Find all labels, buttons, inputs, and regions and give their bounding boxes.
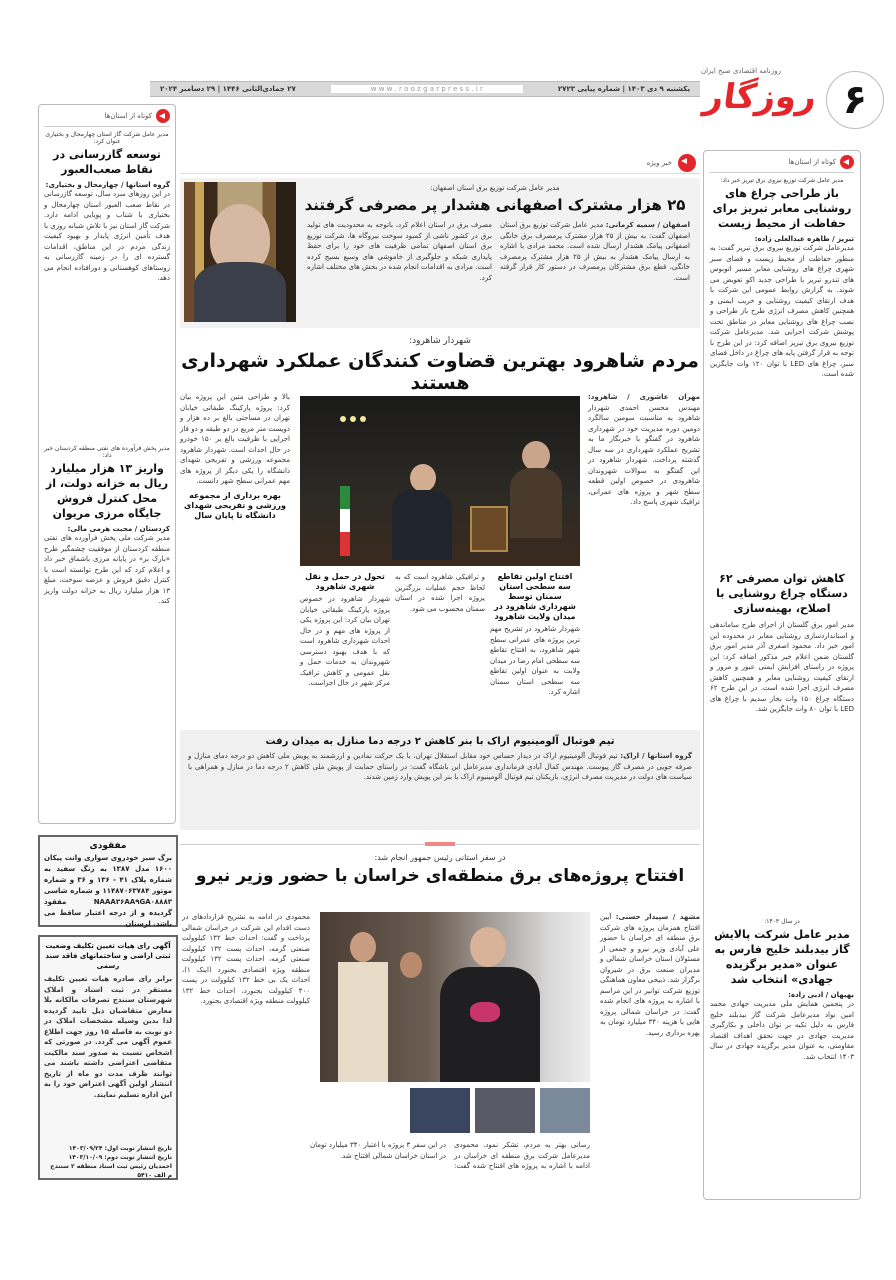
featured-kicker: مدیر عامل شرکت توزیع برق استان اصفهان: xyxy=(430,184,560,192)
story-kicker: مدیر پخش فرآورده های نفتی منطقه کردستان خبر داد: xyxy=(44,445,170,459)
featured-body-left: مصرف برق در استان اعلام کرد، باتوجه به محدودیت های تولید برق در کشور ناشی از کمبود سوخت نیروگاه ها، شرکت توزیع برق استان اصفهان تمامی ظرفیت های خود را برای حفظ پایداری شبکه و جلوگیری از خاموشی های وسیع بسیج کرده است. مرادی به اقدامات انجام شده در بخش های مختلف اشاره کرد. xyxy=(307,221,492,282)
story-byline: بهبهان / ادبی زاده: xyxy=(788,991,854,999)
story-kicker: مدیر عامل شرکت گاز استان چهارمحال و بختیاری عنوان کرد: xyxy=(45,131,169,145)
story-headline[interactable]: توسعه گازرسانی در نقاط صعب‌العبور xyxy=(53,148,161,176)
arak-story xyxy=(180,730,700,830)
page-number-badge: ۶ xyxy=(826,71,884,129)
left-column xyxy=(38,104,176,824)
hijri-gregorian-date: ۲۷ جمادی‌الثانی ۱۴۴۶ | ۲۹ دسامبر ۲۰۲۴ xyxy=(160,85,296,93)
khorasan-body-right: مشهد / سپیدار حسنی: آیین افتتاح همزمان پروژه های شرکت برق منطقه ای خراسان با حضور علی آبادی وزیر نیرو و جمعی از مسئولان استان خراسان شمالی و مدیران صنعت برق در شیروان برگزار شد. ذبیحی معاون هماهنگی توزیع شرکت توانیر در این مراسم با اشاره به پروژه های انجام شده گفت: در خراسان شمالی پروژه هایی با هزینه ۳۴۰ میلیارد تومان به بهره برداری رسید. xyxy=(600,913,700,1037)
featured-marker-icon xyxy=(678,154,696,172)
date-bar xyxy=(150,81,700,97)
website-url[interactable]: w w w . r o o z g a r p r e s s . i r xyxy=(331,85,523,93)
shahrood-col2: افتتاح اولین تقاطع سه سطحی استان سمنان توسط شهرداری شاهرود در میدان ولایت شاهرود شهردار شاهرود در تشریح مهم ترین پروژه های عمرانی سطح شهر شاهرود، به افتتاح تقاطع سه سطحی امام رضا در میدان ولایت به عنوان اولین تقاطع سه سطحی استان سمنان اشاره کرد. xyxy=(490,572,580,696)
story-headline[interactable]: کاهش توان مصرفی ۶۲ دستگاه چراغ روشنایی با اصلاح، بهینه‌سازی xyxy=(716,572,848,615)
event-photo-1 xyxy=(410,1088,470,1133)
story-headline[interactable]: واریز ۱۳ هزار میلیارد ریال به خزانه دولت، از محل کنترل فروش جایگاه مرزی مریوان xyxy=(45,462,169,520)
shahrood-kicker: شهردار شاهرود: xyxy=(409,336,471,346)
featured-header: خبر ویژه xyxy=(180,152,700,174)
arak-headline[interactable]: تیم فوتبال آلومینیوم اراک با بنر کاهش ۲ درجه دما منازل به میدان رفت xyxy=(265,736,615,747)
story-byline: تبریز / طاهره عبدالعلی زاده: xyxy=(754,235,854,243)
ribbon-cutting-photo xyxy=(320,912,590,1082)
story-kicker: در سال ۱۴۰۳: xyxy=(764,918,800,925)
story-kicker: مدیر عامل شرکت توزیع نیروی برق تبریز خبر داد: xyxy=(720,177,844,184)
featured-headline[interactable]: ۲۵ هزار مشترک اصفهانی هشدار پر مصرفی گرفتند xyxy=(304,196,686,214)
section-marker-icon xyxy=(156,109,170,123)
story-body: در این روزهای سرد سال، توسعه گازرسانی در نقاط صعب العبور استان چهارمحال و بختیاری با شتاب و پویایی ادامه دارد. شرکت گاز استان نیز با تلاش شبانه روزی با هدف تأمین انرژی پایدار و بهبود کیفیت زندگی مردم در این مناطق، اقدامات گسترده ای را در زمینه گازرسانی به روستاهای کوهستانی و دورافتاده انجام می دهد. xyxy=(44,190,170,282)
story-headline[interactable]: باز طراحی چراغ های روشنایی معابر تبریز برای حفاظت از محیط زیست xyxy=(712,187,852,230)
featured-story xyxy=(180,178,700,328)
story-body: مدیر شرکت ملی پخش فرآورده های نفتی منطقه کردستان از موفقیت چشمگیر طرح «بارک بر» در پایانه مرزی باشماق خبر داد و اعلام کرد که این طرح توانسته است با کنترل دقیق فروش و عرضه سوخت، مبلغ ۱۳ هزار میلیارد ریال به خزانه دولت واریز کند. xyxy=(44,534,170,605)
story-headline[interactable]: مدیر عامل شرکت پالایش گاز بیدبلند خلیج فارس به عنوان «مدیر برگزیده جهادی» انتخاب شد xyxy=(714,928,850,986)
shahrood-col2b: و ترافیکی شاهرود است که به لحاظ حجم عملیات بزرگترین پروژه اجرا شده در استان سمنان محسوب می شود. xyxy=(395,573,485,613)
section-marker-icon xyxy=(840,155,854,169)
lost-document-ad: مفقودی برگ سبز خودروی سواری وانت پیکان ۱۶۰۰ مدل ۱۳۸۷ به رنگ سفید به شماره پلاک ۴۱ - ۱۳۶ و ۳۶ و شماره موتور ۱۱۴۸۷۰۶۳۷۸۴ و شماره شاسی NAAA۳۶AA۹GA۰۸۸۸۳ مفقود گردیده و از درجه اعتبار ساقط می باشد. لرستان xyxy=(38,835,178,927)
khorasan-story xyxy=(180,840,700,1240)
divider xyxy=(180,844,700,845)
shahrood-story xyxy=(180,336,700,726)
khorasan-headline[interactable]: افتتاح پروژه‌های برق منطقه‌ای خراسان با حضور وزیر نیرو xyxy=(195,866,685,886)
shahrood-interview-photo xyxy=(300,396,580,566)
khorasan-body-left: رسانی بهتر به مردم، تشکر نمود. محمودی مدیرعامل شرکت برق منطقه ای خراسان در ادامه با اشاره به پروژه های افتتاح شده گفت: در این سفر ۳ پروژه با اعتبار ۳۴۰ میلیارد تومان در استان خراسان شمالی افتتاح شد. xyxy=(310,1141,590,1170)
story-body: مدیر امور برق گلستان از اجرای طرح ساماندهی و استانداردسازی روشنایی معابر در محدوده این امور خبر داد. محمود اصغری آذر مدیر امور برق گلستان ضمن اعلام خبر مذکور اضافه کرد: این پروژه در راستای افزایش ایمنی عبور و مرور و ارتقای کیفیت روشنایی معابر و همچنین کاهش مصرف انرژی اجرا شده است. در این طرح ۶۲ دستگاه چراغ ۱۵۰ وات بخار سدیم با چراغ های LED با توان ۸۰ وات جایگزین شد. xyxy=(710,621,854,713)
story-byline: گروه استانها / چهارمحال و بختیاری: xyxy=(45,181,170,189)
story-body: مدیرعامل شرکت توزیع نیروی برق تبریز گفت: به منظور حفاظت از محیط زیست و فضای سبز شهری چراغ های روشنایی معابر مسیر اتوبوس های تندرو تبریز با طراحی جدید اکو تعویض می شوند. به گزارش روابط عمومی این شرکت با هدف ارتقای کیفیت روشنایی و خریب ایمنی و همچنین کاهش مصرف انرژی طرح باز طراحی و نصب چراغ های روشنایی معابر در مناطق تحت پوشش شرکت اجرایی شد. مدیرعامل شرکت توزیع نیروی برق تبریز اضافه کرد: در این طرح با توجه به قرار گرفتن پایه های چراغ در داخل فضای سبز، چراغ های LED با توان ۱۲۰ وات جایگزین شده است. xyxy=(710,244,855,378)
arak-body: گروه استانها / اراک: تیم فوتبال آلومینیوم اراک در دیدار حساس خود مقابل استقلال تهران، با یک حرکت نمادین و ارزشمند به پویش ملی کاهش دو درجه دمای منازل و صرفه جویی در مصرف گاز پیوست. مهندس کمال آبادی فرمانداری مدیرعامل این باشگاه گفت: در راستای حمایت از پویش ملی کاهش ۲ درجه دما در منازل و همراهی با سیاست های دولت در مدیریت مصرف انرژی، بازیکنان تیم فوتبال آلومینیوم اراک با بنر این پویش وارد زمین شدند. xyxy=(188,752,693,781)
registry-notice-ad: آگهی رای هیات تعیین تکلیف وضعیت ثبتی اراضی و ساختمانهای فاقد سند رسمی برابر رای صادره هیات تعیین تکلیف مستقر در ثبت اسناد و املاک شهرستان سنندج تصرفات مالکانه بلا معارض متقاضیان ذیل تایید گردیده لذا بدین وسیله مشخصات املاک در دو نوبت به فاصله ۱۵ روز جهت اطلاع عموم آگهی می گردد. در صورتی که اشخاص نسبت به صدور سند مالکیت متقاضی اعتراضی داشته باشند می توانند ظرف مدت دو ماه از تاریخ انتشار اولین آگهی اعتراض خود را به این اداره تسلیم نمایند. تاریخ انتشار نوبت اول: ۱۴۰۳/۰۹/۲۴ تاریخ انتشار نوبت دوم: ۱۴۰۳/۱۰/۰۹ احمدیان رئیس ثبت اسناد منطقه ۲ سنندج م الف ۵۴۱۰ xyxy=(38,935,178,1180)
section-header: کوتاه از استان‌ها xyxy=(44,109,170,127)
issue-date: یکشنبه ۹ دی ۱۴۰۳ | شماره پیاپی ۲۷۲۳ xyxy=(557,85,690,93)
featured-body-right: اصفهان / سمیه کرمانی: مدیر عامل شرکت توزیع برق استان اصفهان گفت: به بیش از ۲۵ هزار مشترک پرمصرف برق خانگی اصفهانی پیامک هشدار ارسال شده است. محمد مرادی با اشاره به ارسال پیامک هشدار به بیش از ۲۵ هزار مشترک پرمصرف خانگی، قطع برق مشترکان پرمصرف در دستور کار قرار گرفته است. xyxy=(500,221,691,282)
event-photo-2 xyxy=(475,1088,535,1133)
shahrood-col1: مهران عاشوری / شاهرود: مهندس محسن احمدی شهردار شاهرود به مناسبت سومین سالگرد دومین دوره مدیریت خود در شهرداری شاهرود در گفتگو با خبرنگار ما به تشریح عملکرد شهرداری در سه سال گذشته پرداخت. شهردار شاهرود در این گفتگو به سوالات شهروندان شاهرودی در خصوص اولین قطعه سطح شهر و پروژه های عمرانی، ترافیک شهری پاسخ داد. xyxy=(588,393,700,506)
tagline: روزنامه اقتصادی صبح ایران xyxy=(700,67,781,75)
story-body: در پنجمین همایش ملی مدیریت جهادی محمد امین نواد مدیرعامل شرکت گاز بیدبلند خلیج فارس به دلیل تکیه بر توان داخلی و بکارگیری مدیریت جهادی در جهت تحقق اهداف اقتصاد مقاومتی، به عنوان مدیر برگزیده جهادی در سال ۱۴۰۳ انتخاب شد. xyxy=(710,1000,854,1061)
portrait-photo xyxy=(184,182,296,322)
section-header: کوتاه از استان‌ها xyxy=(710,155,854,173)
khorasan-kicker: در سفر استانی رئیس جمهور انجام شد: xyxy=(374,853,506,862)
logo[interactable]: روزگار xyxy=(700,77,819,117)
khorasan-body-mid: محمودی در ادامه به تشریح قراردادهای در دست اقدام این شرکت در خراسان شمالی پرداخت و گفت: احداث خط ۱۳۲ کیلوولت صنعتی گرمه، احداث پست ۱۳۲ کیلوولت صنعتی گرمه، احداث پست ۱۳۲ کیلوولت منطقه ویژه اقتصادی بجنورد (اینک ۱)، احداث یک بی خط ۱۳۲ کیلوولت در پست ۴۰۰ کیلوولت بجنورد، احداث خط ۱۳۲ کیلوولت منطقه ویژه اقتصادی بجنورد. xyxy=(182,913,310,1005)
story-byline: کردستان / محبت هرمی مالی: xyxy=(67,525,170,533)
shahrood-col3: تحول در حمل و نقل شهری شاهرود شهردار شاهرود در خصوص پروژه پارکینگ طبقاتی خیابان تهران بیان کرد: این پروژه یکی از پروژه های مهم و در حال احداث شهرداری شاهرود است که با هدف بهبود دسترسی شهروندان به خدمات حمل و نقل عمومی و کاهش ترافیک مرکز شهر در حال اجراست. xyxy=(300,572,390,687)
shahrood-headline[interactable]: مردم شاهرود بهترین قضاوت کنندگان عملکرد شهرداری هستند xyxy=(181,350,699,394)
event-photo-3 xyxy=(540,1088,590,1133)
right-column xyxy=(703,150,861,1200)
shahrood-col4: بالا و طراحی متین این پروژه بیان کرد: پروژه پارکینگ طبقاتی خیابان تهران در مساحتی بالغ بر ده هزار و دویست متر مربع در دو طبقه و دو فاز اجرایی با ظرفیت بالغ بر ۱۵۰ خودرو در حال احداث است. شهردار شاهرود مجموعه ورزشی و تفریحی شهدای دانشگاه را یکی دیگر از پروژه های مهم عمرانی سطح شهر دانست. بهره برداری از مجموعه ورزشی و تفریحی شهدای دانشگاه تا پایان سال xyxy=(180,393,290,520)
